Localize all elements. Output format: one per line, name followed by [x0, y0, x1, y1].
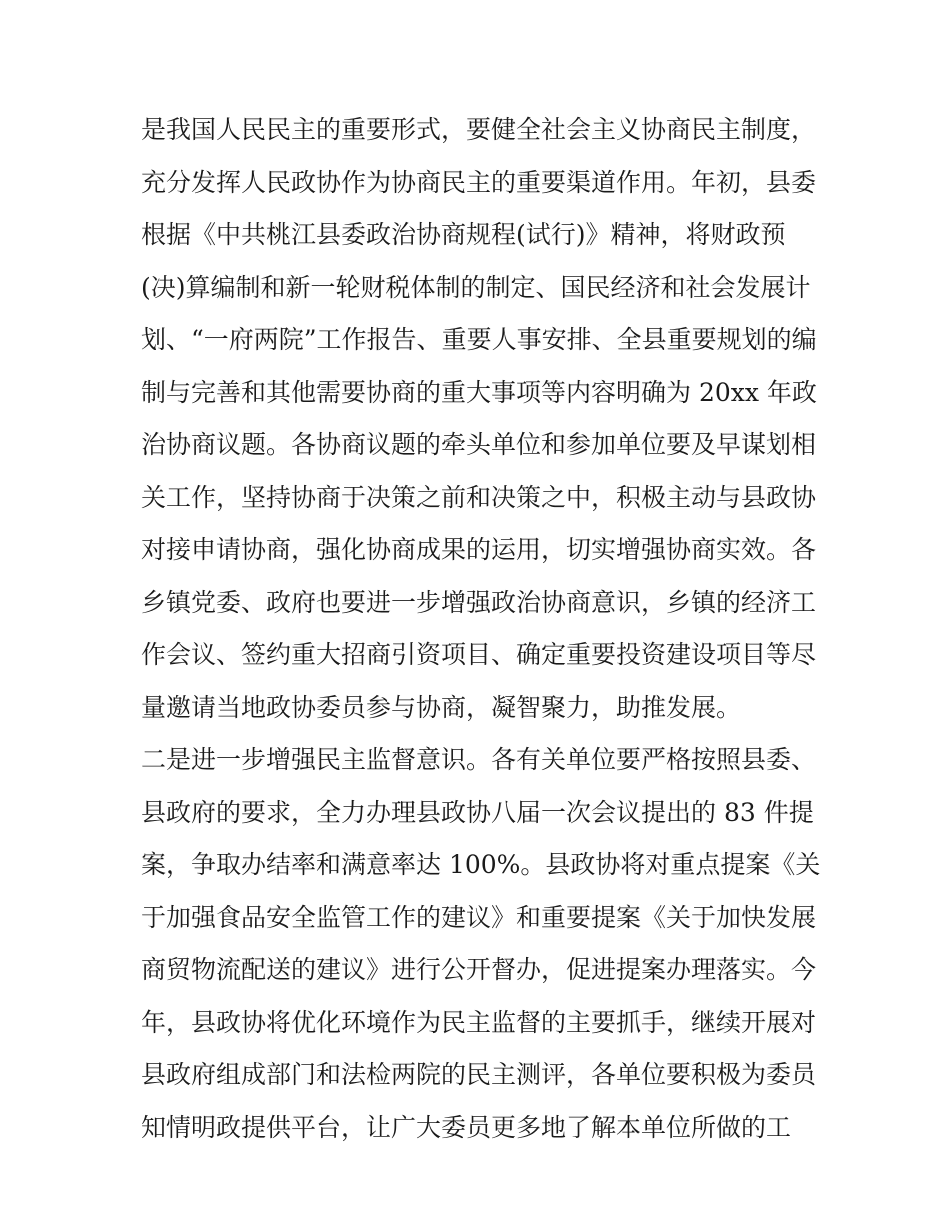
text-line: 量邀请当地政协委员参与协商，凝智聚力，助推发展。: [141, 692, 742, 722]
text-line: 充分发挥人民政协作为协商民主的重要渠道作用。年初，县委: [141, 167, 817, 197]
text-line: 二是进一步增强民主监督意识。各有关单位要严格按照县委、: [141, 745, 817, 774]
text-line: 划、“一府两院”工作报告、重要人事安排、全县重要规划的编: [141, 325, 817, 354]
text-line: (决)算编制和新一轮财税体制的制定、国民经济和社会发展计: [141, 272, 811, 302]
body-text: [141, 104, 821, 1154]
text-line: 案，争取办结率和满意率达 100%。县政协将对重点提案《关: [141, 850, 821, 879]
text-line: 商贸物流配送的建议》进行公开督办，促进提案办理落实。今: [141, 955, 817, 984]
text-line: 于加强食品安全监管工作的建议》和重要提案《关于加快发展: [141, 902, 817, 932]
text-line: 根据《中共桃江县委政治协商规程(试行)》精神，将财政预: [141, 220, 786, 249]
text-line: 县政府的要求，全力办理县政协八届一次会议提出的 83 件提: [141, 797, 814, 827]
text-line: 关工作，坚持协商于决策之前和决策之中，积极主动与县政协: [141, 482, 817, 512]
text-line: 对接申请协商，强化协商成果的运用，切实增强协商实效。各: [141, 535, 817, 564]
text-line: 知情明政提供平台，让广大委员更多地了解本单位所做的工: [141, 1112, 792, 1142]
text-line: 治协商议题。各协商议题的牵头单位和参加单位要及早谋划相: [141, 430, 817, 459]
text-line: 是我国人民民主的重要形式，要健全社会主义协商民主制度，: [141, 115, 817, 144]
text-line: 县政府组成部门和法检两院的民主测评，各单位要积极为委员: [141, 1060, 817, 1089]
text-line: 年，县政协将优化环境作为民主监督的主要抓手，继续开展对: [141, 1007, 817, 1037]
text-line: 乡镇党委、政府也要进一步增强政治协商意识，乡镇的经济工: [141, 587, 817, 617]
text-line: 作会议、签约重大招商引资项目、确定重要投资建设项目等尽: [141, 640, 817, 669]
text-line: 制与完善和其他需要协商的重大事项等内容明确为 20xx 年政: [141, 377, 817, 407]
